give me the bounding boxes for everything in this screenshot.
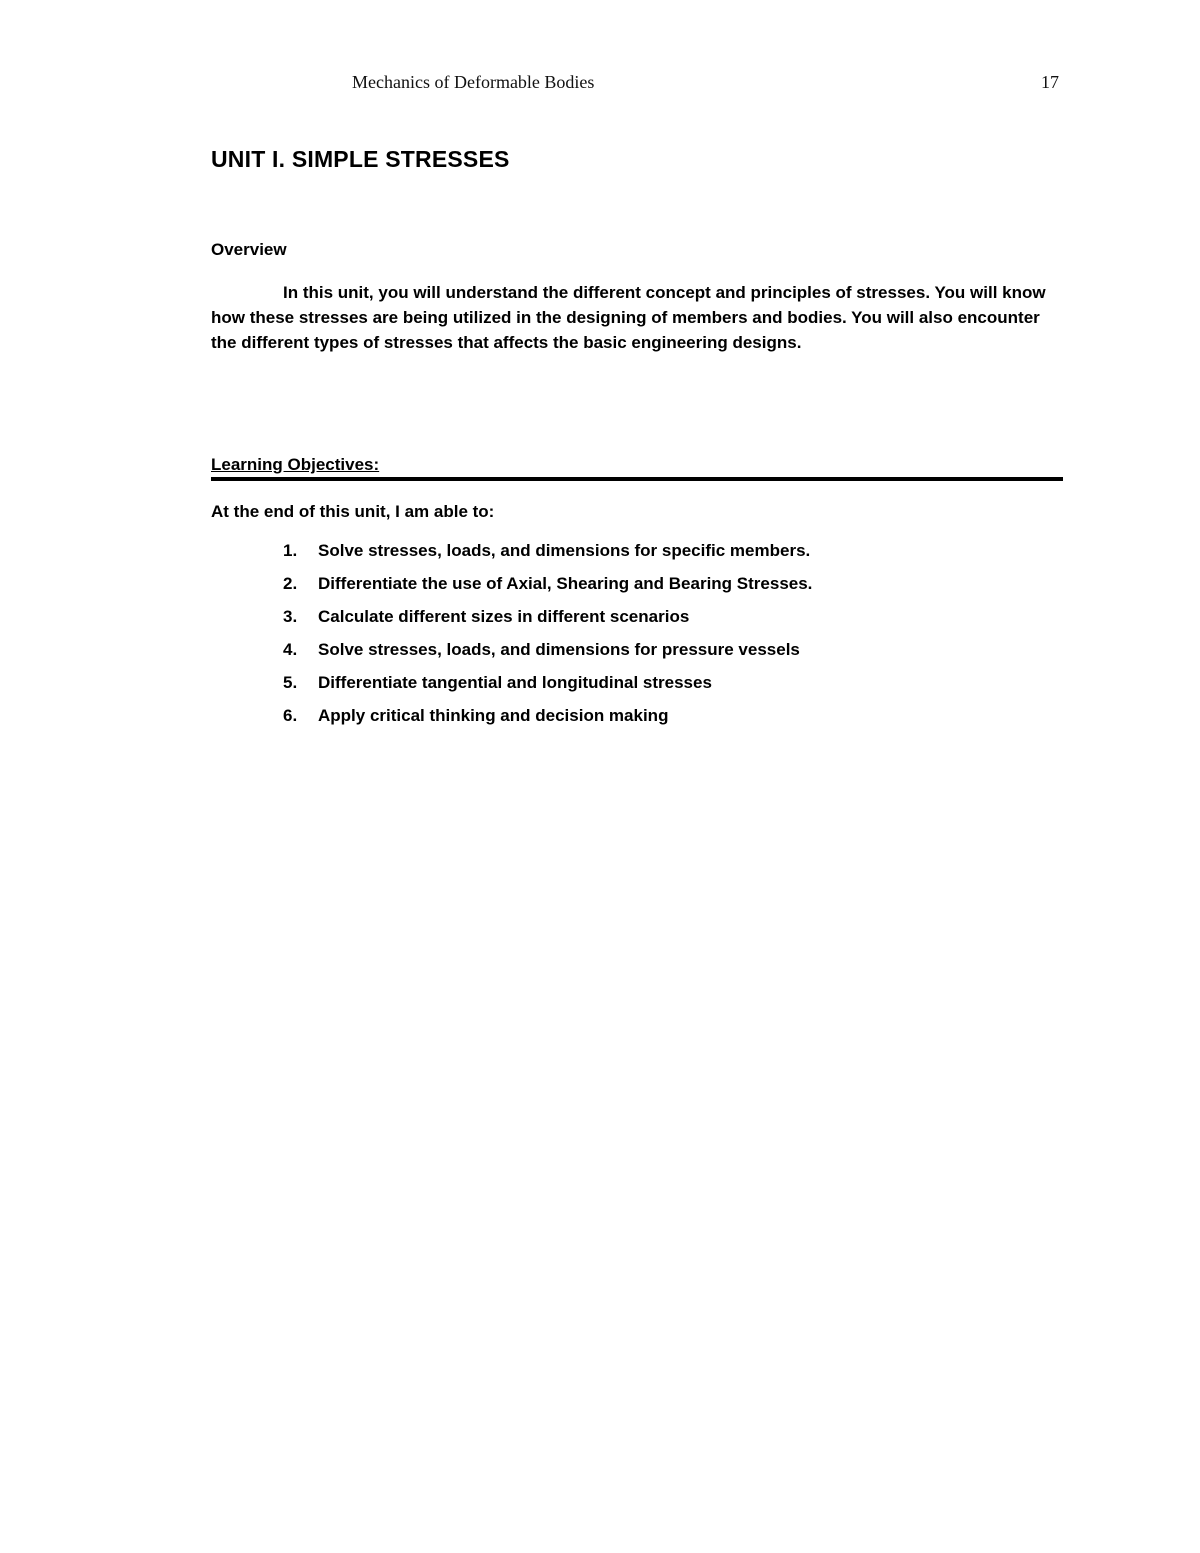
list-item-number: 4. [283,640,298,659]
list-item [283,671,812,704]
learning-objectives-heading: Learning Objectives: [211,455,380,474]
section-divider [211,477,1063,481]
list-item-text: Calculate different sizes in different scenarios [318,607,690,626]
objectives-intro: At the end of this unit, I am able to: [211,502,495,521]
list-item-text: Solve stresses, loads, and dimensions for specific members. [318,541,811,560]
overview-paragraph: In this unit, you will understand the different concept and principles of stresses. You will know how these stresses are being utilized in the designing of members and bodies. You will also encounter the different types of stresses that affects the basic engineering designs. [211,283,1046,352]
list-item [283,605,812,638]
list-item-number: 6. [283,706,298,725]
unit-title: UNIT I. SIMPLE STRESSES [211,146,510,172]
list-item-text: Apply critical thinking and decision making [318,706,669,725]
list-item-text: Differentiate the use of Axial, Shearing and Bearing Stresses. [318,574,813,593]
list-item-number: 3. [283,607,298,626]
running-header-title: Mechanics of Deformable Bodies [352,72,595,92]
learning-objectives-list [283,539,812,737]
list-item [283,539,812,572]
list-item [283,638,812,671]
list-item-number: 5. [283,673,298,692]
list-item [283,572,812,605]
list-item-text: Solve stresses, loads, and dimensions for pressure vessels [318,640,800,659]
page-number: 17 [1041,72,1059,92]
list-item-text: Differentiate tangential and longitudinal stresses [318,673,712,692]
list-item-number: 1. [283,541,298,560]
list-item-number: 2. [283,574,298,593]
list-item [283,704,812,737]
overview-heading: Overview [211,240,287,259]
